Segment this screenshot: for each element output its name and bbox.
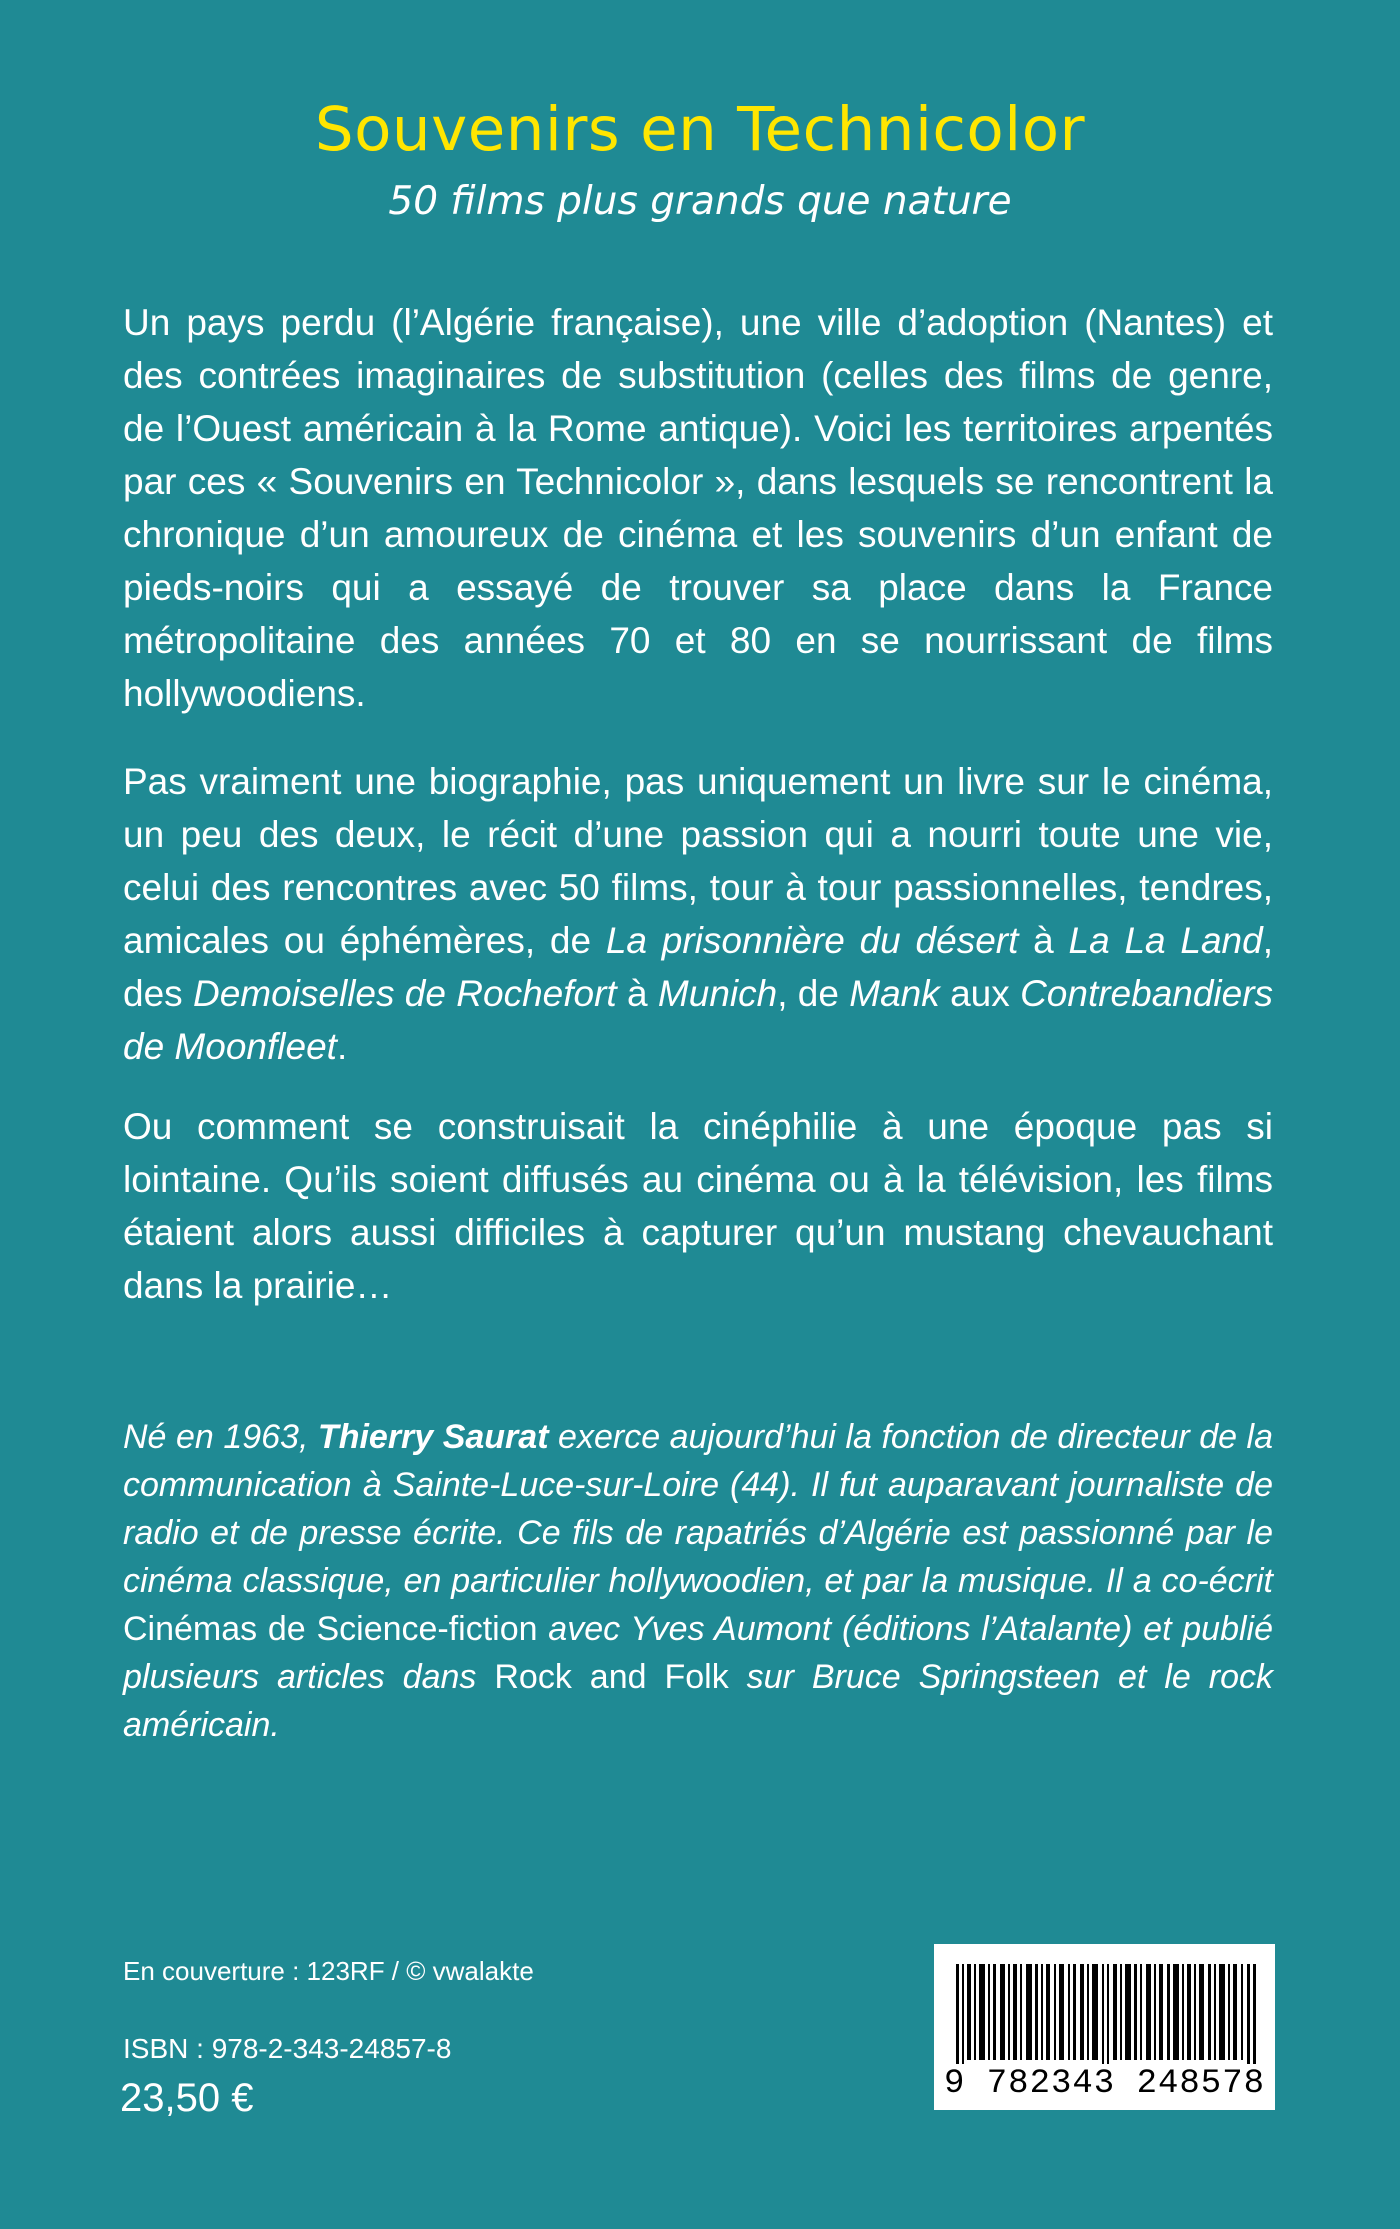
blurb-paragraph-3: Ou comment se construisait la cinéphilie à une époque pas si lointaine. Qu’ils soient diffusés au cinéma ou à la télévision, les films étaient alors aussi difficiles à capturer qu’un mustang chevauchant dans la prairie… bbox=[123, 1106, 1273, 1306]
blurb-text: . bbox=[336, 1026, 348, 1067]
book-title: Souvenirs en Technicolor bbox=[314, 94, 1086, 165]
book-reference: Cinémas de Science-fiction bbox=[123, 1610, 538, 1648]
bio-text: exerce aujourd’hui la fonction de directeur de la communication à Sainte-Luce-sur-Loire (44). Il fut auparavant journaliste de radio et de presse écrite. Ce fils de rapatriés d’Algérie est passionné par le cinéma classique, en particulier hollywoodien, et par la musique. Il a co-écrit bbox=[123, 1418, 1273, 1600]
blurb-text: aux bbox=[939, 973, 1021, 1014]
barcode-digits: 9 782343 248578 bbox=[943, 2065, 1266, 2103]
bio-text: avec Yves Aumont (éditions l’Atalante) et publié plusieurs articles dans bbox=[123, 1610, 1273, 1696]
film-title: La prisonnière du désert bbox=[605, 920, 1019, 961]
film-title: Contrebandiers de Moonfleet bbox=[123, 973, 1274, 1067]
magazine-reference: Rock and Folk bbox=[494, 1658, 729, 1696]
isbn-number: ISBN : 978-2-343-24857-8 bbox=[123, 2033, 452, 2064]
blurb-paragraph-2 bbox=[123, 755, 1273, 1073]
film-title: Munich bbox=[657, 973, 778, 1014]
film-title: Mank bbox=[849, 973, 940, 1014]
blurb-text: , des bbox=[123, 920, 1273, 1014]
author-bio bbox=[123, 1413, 1273, 1749]
barcode bbox=[934, 1944, 1275, 2110]
bio-text: Né en 1963, bbox=[123, 1418, 318, 1456]
film-title: La La Land bbox=[1068, 920, 1263, 961]
blurb-text: à bbox=[1018, 920, 1069, 961]
bio-text: sur Bruce Springsteen et le rock américain. bbox=[123, 1658, 1273, 1744]
film-title: Demoiselles de Rochefort bbox=[192, 973, 617, 1014]
blurb-text: à bbox=[616, 973, 658, 1014]
cover-credit: En couverture : 123RF / © vwalakte bbox=[123, 1956, 534, 1986]
blurb-text: , de bbox=[777, 973, 850, 1014]
price-label: 23,50 € bbox=[120, 2076, 254, 2120]
author-name: Thierry Saurat bbox=[317, 1418, 549, 1456]
blurb-paragraph-1: Un pays perdu (l’Algérie française), une ville d’adoption (Nantes) et des contrées imaginaires de substitution (celles des films de genre, de l’Ouest américain à la Rome antique). Voici les territoires arpentés par ces « Souvenirs en Technicolor », dans lesquels se rencontrent la chronique d’un amoureux de cinéma et les souvenirs d’un enfant de pieds-noirs qui a essayé de trouver sa place dans la France métropolitaine des années 70 et 80 en se nourrissant de films hollywoodiens. bbox=[123, 302, 1273, 714]
book-subtitle: 50 films plus grands que nature bbox=[388, 179, 1012, 224]
barcode-bars-icon bbox=[956, 1964, 1256, 2064]
blurb-text: Pas vraiment une biographie, pas uniquement un livre sur le cinéma, un peu des deux, le récit d’une passion qui a nourri toute une vie, celui des rencontres avec 50 films, tour à tour passionnelles, tendres, amicales ou éphémères, de bbox=[123, 761, 1273, 961]
